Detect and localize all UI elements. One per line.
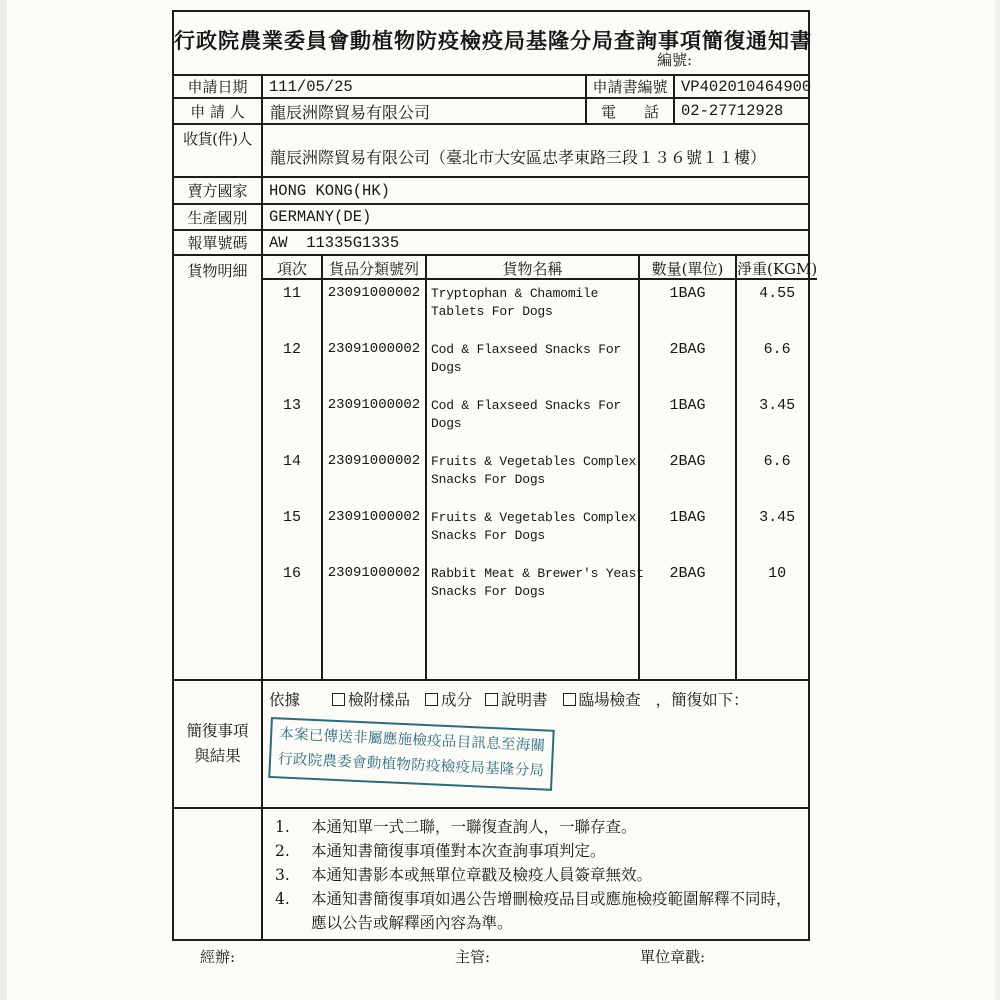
reply-section-label: 簡復事項 與結果 xyxy=(174,681,263,807)
application-no-label: 申請書編號 xyxy=(587,76,675,97)
goods-section-label: 貨物明細 xyxy=(174,256,263,679)
goods-header-name: 貨物名稱 xyxy=(427,256,640,280)
notice-form xyxy=(172,10,818,941)
checkbox-manual[interactable]: 說明書 xyxy=(485,688,548,710)
stamp-text-line1: 本案已傳送非屬應施檢疫品目訊息至海關 xyxy=(278,726,546,755)
seller-country-label: 賣方國家 xyxy=(174,178,263,203)
goods-filler-cell xyxy=(737,616,817,679)
goods-header-qty: 數量(單位) xyxy=(640,256,737,280)
stamp-text-line2: 行政院農委會動植物防疫檢疫局基隆分局 xyxy=(277,751,545,780)
page-title: 行政院農業委員會動植物防疫檢疫局基隆分局查詢事項簡復通知書 xyxy=(174,28,812,53)
footer-supervisor-label: 主管: xyxy=(455,948,491,966)
applicant-label: 申 請 人 xyxy=(174,99,263,123)
apply-date-label: 申請日期 xyxy=(174,76,263,97)
origin-country-row xyxy=(174,205,808,231)
checkbox-icon[interactable] xyxy=(425,693,438,706)
phone-value: 02-27712928 xyxy=(681,102,784,120)
item-name: Fruits & Vegetables Complex Snacks For Dogs xyxy=(427,448,640,504)
reply-content xyxy=(263,681,808,807)
goods-table xyxy=(174,256,818,681)
item-weight: 4.55 xyxy=(759,285,796,302)
item-qty: 1BAG xyxy=(640,504,737,560)
checkbox-icon[interactable] xyxy=(332,693,345,706)
official-stamp-box xyxy=(268,717,554,791)
checkbox-icon[interactable] xyxy=(563,693,576,706)
item-no: 14 xyxy=(263,448,323,504)
item-no: 11 xyxy=(263,280,323,336)
serial-number-label: 編號: xyxy=(657,51,693,69)
goods-header-weight: 淨重(KGM) xyxy=(737,256,817,280)
goods-header-code: 貨品分類號列 xyxy=(323,256,427,280)
declaration-no-row xyxy=(174,231,808,256)
basis-suffix: ，簡復如下： xyxy=(655,691,749,709)
item-no: 16 xyxy=(263,560,323,616)
apply-date-row xyxy=(174,76,812,99)
checkbox-icon[interactable] xyxy=(485,693,498,706)
item-name: Cod & Flaxseed Snacks For Dogs xyxy=(427,336,640,392)
item-code: 23091000002 xyxy=(323,280,427,336)
note-item: 2. 本通知書簡復事項僅對本次查詢事項判定。 xyxy=(275,842,606,860)
consignee-value: 龍辰洲際貿易有限公司（臺北市大安區忠孝東路三段１３６號１１樓） xyxy=(270,148,767,167)
item-name: Tryptophan & Chamomile Tablets For Dogs xyxy=(427,280,640,336)
applicant-value: 龍辰洲際貿易有限公司 xyxy=(263,99,587,123)
item-weight: 6.6 xyxy=(763,453,791,470)
title-section xyxy=(174,12,812,76)
item-qty: 2BAG xyxy=(640,336,737,392)
checkbox-attached-sample[interactable]: 檢附樣品 xyxy=(332,688,410,710)
goods-filler-cell xyxy=(263,616,323,679)
notes-section xyxy=(174,809,808,939)
seller-country-row xyxy=(174,178,808,205)
item-qty: 1BAG xyxy=(640,280,737,336)
item-name: Cod & Flaxseed Snacks For Dogs xyxy=(427,392,640,448)
apply-date-value: 111/05/25 xyxy=(263,76,587,97)
item-code: 23091000002 xyxy=(323,504,427,560)
item-name: Rabbit Meat & Brewer's Yeast Snacks For Dogs xyxy=(427,560,640,616)
origin-country-label: 生產國別 xyxy=(174,205,263,229)
footer-handler-label: 經辦: xyxy=(200,948,236,966)
item-weight: 6.6 xyxy=(763,341,791,358)
item-weight: 10 xyxy=(768,565,787,582)
basis-line xyxy=(269,688,802,710)
note-item: 1. 本通知單一式二聯，一聯復查詢人，一聯存查。 xyxy=(275,818,637,836)
item-qty: 2BAG xyxy=(640,560,737,616)
item-qty: 1BAG xyxy=(640,392,737,448)
phone-label: 電 話 xyxy=(587,99,675,123)
consignee-row xyxy=(174,125,808,178)
goods-filler-cell xyxy=(323,616,427,679)
goods-header-no: 項次 xyxy=(263,256,323,280)
notes-label-spacer xyxy=(174,809,263,939)
notes-list xyxy=(263,809,808,939)
scan-edge-shadow-left xyxy=(0,0,7,1000)
item-no: 12 xyxy=(263,336,323,392)
goods-filler-cell xyxy=(640,616,737,679)
declaration-no-label: 報單號碼 xyxy=(174,231,263,254)
item-no: 13 xyxy=(263,392,323,448)
note-item: 4. 本通知書簡復事項如遇公告增刪檢疫品目或應施檢疫範圍解釋不同時，應以公告或解釋函內容為準。 xyxy=(275,890,792,932)
item-code: 23091000002 xyxy=(323,560,427,616)
item-name: Fruits & Vegetables Complex Snacks For Dogs xyxy=(427,504,640,560)
goods-filler-cell xyxy=(427,616,640,679)
origin-country-value: GERMANY(DE) xyxy=(269,208,372,226)
scan-edge-shadow-right xyxy=(995,0,1000,1000)
item-code: 23091000002 xyxy=(323,336,427,392)
checkbox-ingredient[interactable]: 成分 xyxy=(425,688,472,710)
applicant-row xyxy=(174,99,808,125)
footer-unit-stamp-label: 單位章戳: xyxy=(640,948,706,966)
item-weight: 3.45 xyxy=(759,509,796,526)
declaration-no-value: AW 11335G1335 xyxy=(269,233,400,252)
item-code: 23091000002 xyxy=(323,448,427,504)
item-code: 23091000002 xyxy=(323,392,427,448)
item-weight: 3.45 xyxy=(759,397,796,414)
item-qty: 2BAG xyxy=(640,448,737,504)
consignee-label: 收貨(件)人 xyxy=(174,125,263,176)
seller-country-value: HONG KONG(HK) xyxy=(269,181,390,200)
item-no: 15 xyxy=(263,504,323,560)
application-no-value: VP402010464900 xyxy=(681,77,812,96)
note-item: 3. 本通知書影本或無單位章戳及檢疫人員簽章無效。 xyxy=(275,866,653,884)
reply-section xyxy=(174,681,808,809)
checkbox-onsite-inspection[interactable]: 臨場檢查 xyxy=(563,688,641,710)
basis-label: 依據 xyxy=(269,691,301,709)
